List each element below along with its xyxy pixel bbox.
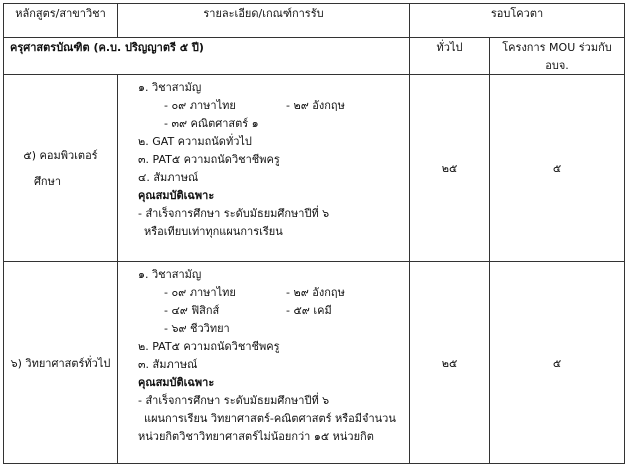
criteria-subject: - ๐๙ ภาษาไทย	[164, 286, 236, 299]
program-name-line: ๖) วิทยาศาสตร์ทั่วไป	[10, 356, 111, 370]
qualification-line: แผนการเรียน วิทยาศาสตร์-คณิตศาสตร์ หรือมีจำนวน	[144, 412, 396, 425]
qualification-line: หน่วยกิตวิชาวิทยาศาสตร์ไม่น้อยกว่า ๑๕ หน่วยกิต	[138, 430, 374, 443]
criteria-cell	[118, 262, 410, 464]
criteria-subject: - ๓๙ คณิตศาสตร์ ๑	[164, 117, 259, 130]
quota-mou-value: ๕	[490, 262, 625, 464]
criteria-line: ๓. PAT๕ ความถนัดวิชาชีพครู	[138, 153, 280, 166]
qualification-title: คุณสมบัติเฉพาะ	[138, 376, 215, 389]
subheader-mou: โครงการ MOU ร่วมกับ อบจ.	[490, 38, 625, 75]
criteria-line: ๔. สัมภาษณ์	[138, 171, 199, 184]
criteria-line: ๑. วิชาสามัญ	[138, 81, 202, 94]
criteria-subject: - ๔๙ ฟิสิกส์	[164, 304, 220, 317]
program-name-line: ๕) คอมพิวเตอร์	[23, 149, 98, 162]
program-name-cell	[4, 262, 118, 464]
quota-mou-value: ๕	[490, 75, 625, 262]
program-name-cell	[4, 75, 118, 262]
admission-quota-table	[3, 3, 625, 464]
qualification-line: หรือเทียบเท่าทุกแผนการเรียน	[144, 225, 283, 238]
header-quota-round: รอบโควตา	[410, 4, 625, 38]
subheader-general: ทั่วไป	[410, 38, 490, 75]
quota-general-value: ๒๕	[410, 262, 490, 464]
criteria-line: ๒. GAT ความถนัดทั่วไป	[138, 135, 252, 148]
quota-general-value: ๒๕	[410, 75, 490, 262]
criteria-subject: - ๐๙ ภาษาไทย	[164, 99, 236, 112]
criteria-subject: - ๖๙ ชีววิทยา	[164, 322, 230, 335]
criteria-line: ๒. PAT๕ ความถนัดวิชาชีพครู	[138, 340, 280, 353]
table-row	[4, 262, 625, 464]
header-detail: รายละเอียด/เกณฑ์การรับ	[118, 4, 410, 38]
qualification-line: - สำเร็จการศึกษา ระดับมัธยมศึกษาปีที่ ๖	[138, 207, 330, 220]
criteria-subject: - ๒๙ อังกฤษ	[286, 99, 345, 112]
header-program: หลักสูตร/สาขาวิชา	[4, 4, 118, 38]
criteria-subject: - ๕๙ เคมี	[286, 304, 332, 317]
program-group-label: ครุศาสตรบัณฑิต (ค.บ. ปริญญาตรี ๕ ปี)	[4, 38, 410, 75]
criteria-subject: - ๒๙ อังกฤษ	[286, 286, 345, 299]
table-row	[4, 75, 625, 262]
qualification-line: - สำเร็จการศึกษา ระดับมัธยมศึกษาปีที่ ๖	[138, 394, 330, 407]
criteria-cell	[118, 75, 410, 262]
program-name-line: ศึกษา	[33, 175, 62, 188]
criteria-line: ๓. สัมภาษณ์	[138, 358, 198, 371]
criteria-line: ๑. วิชาสามัญ	[138, 268, 202, 281]
table-subheader-row	[4, 38, 625, 75]
table-header-row	[4, 4, 625, 38]
qualification-title: คุณสมบัติเฉพาะ	[138, 189, 215, 202]
